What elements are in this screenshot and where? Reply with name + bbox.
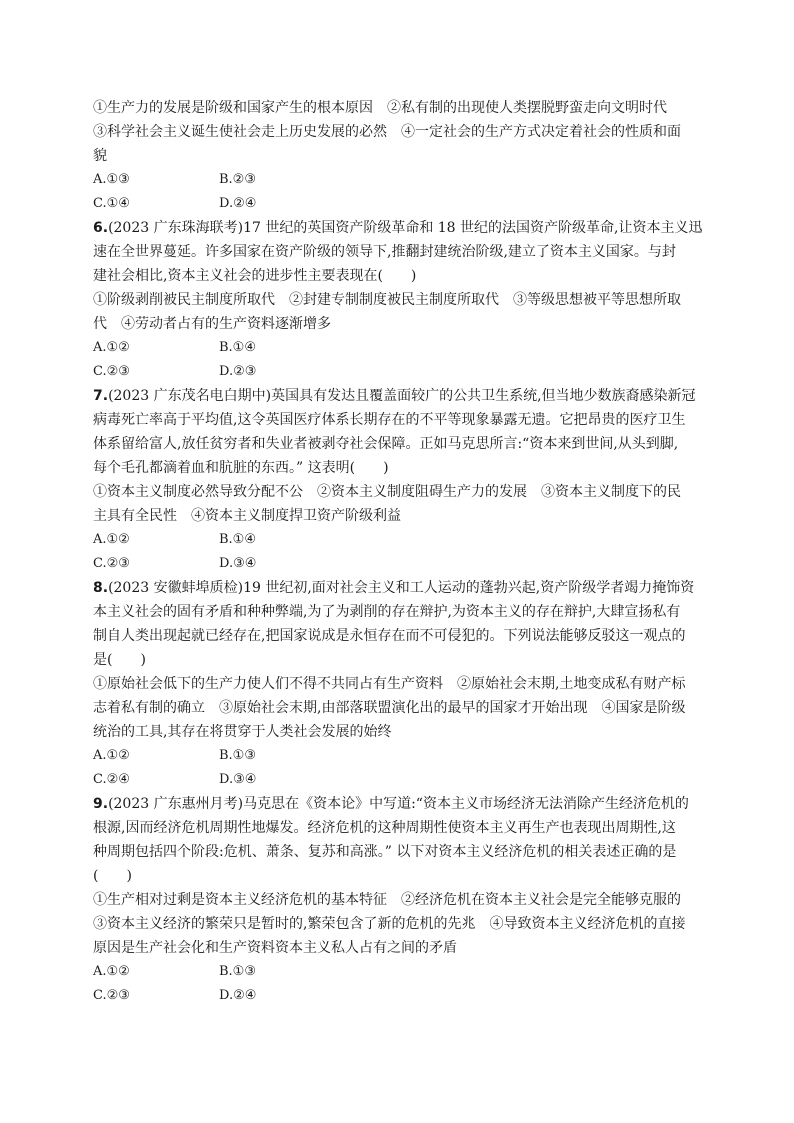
question-stem-line: 6.(2023 广东珠海联考)17 世纪的英国资产阶级革命和 18 世纪的法国资产阶级革命,让资本主义迅	[93, 220, 703, 236]
question-number: 9.	[93, 796, 109, 812]
option-a: A.①②	[93, 340, 130, 355]
question-stem-line: 体系留给富人,放任贫穷者和失业者被剥夺社会保障。正如马克思所言:“资本来到世间,从头到脚,	[93, 436, 679, 452]
statement-line: 统治的工具,其存在将贯穿于人类社会发展的始终	[93, 724, 392, 740]
option-d: D.②④	[219, 196, 257, 211]
option-d: D.③④	[219, 556, 257, 571]
option-a: A.①②	[93, 748, 130, 763]
question-stem-line: 每个毛孔都滴着血和肮脏的东西。” 这表明( )	[93, 460, 389, 476]
question-6	[93, 216, 703, 384]
statement-line: ③资本主义经济的繁荣只是暂时的,繁荣包含了新的危机的先兆 ④导致资本主义经济危机的直接	[93, 916, 686, 932]
question-stem-line: ( )	[93, 868, 132, 884]
option-c: C.②④	[93, 772, 130, 787]
option-b: B.①③	[219, 748, 256, 763]
option-b: B.②③	[219, 172, 256, 187]
statement-line: ①资本主义制度必然导致分配不公 ②资本主义制度阻碍生产力的发展 ③资本主义制度下的民	[93, 484, 681, 500]
statement-line: ③科学社会主义诞生使社会走上历史发展的必然 ④一定社会的生产方式决定着社会的性质和面	[93, 124, 681, 140]
question-stem-line: 是( )	[93, 652, 146, 668]
answer-options	[93, 168, 703, 216]
statement-line: ①生产相对过剩是资本主义经济危机的基本特征 ②经济危机在资本主义社会是完全能够克服的	[93, 892, 681, 908]
question-stem-line: 9.(2023 广东惠州月考)马克思在《资本论》中写道:“资本主义市场经济无法消除产生经济危机的	[93, 796, 689, 812]
document-content	[93, 96, 703, 1008]
statement-line: 代 ④劳动者占有的生产资料逐渐增多	[93, 316, 331, 332]
question-number: 8.	[93, 580, 109, 596]
question-stem-line: 速在全世界蔓延。许多国家在资产阶级的领导下,推翻封建统治阶级,建立了资本主义国家。与封	[93, 244, 676, 260]
answer-options	[93, 528, 703, 576]
question-5-tail	[93, 96, 703, 216]
statement-line: ①生产力的发展是阶级和国家产生的根本原因 ②私有制的出现使人类摆脱野蛮走向文明时代	[93, 100, 667, 116]
option-a: A.①③	[93, 172, 130, 187]
question-9	[93, 792, 703, 1008]
option-b: B.①④	[219, 340, 256, 355]
answer-options	[93, 960, 703, 1008]
statement-line: 原因是生产社会化和生产资料资本主义私人占有之间的矛盾	[93, 940, 457, 956]
question-stem-line: 8.(2023 安徽蚌埠质检)19 世纪初,面对社会主义和工人运动的蓬勃兴起,资产阶级学者竭力掩饰资	[93, 580, 695, 596]
question-number: 7.	[93, 388, 109, 404]
question-7	[93, 384, 703, 576]
option-d: D.②③	[219, 364, 257, 379]
question-stem-line: 种周期包括四个阶段:危机、萧条、复苏和高涨。” 以下对资本主义经济危机的相关表述正确的是	[93, 844, 677, 860]
option-d: D.③④	[219, 772, 257, 787]
option-c: C.②③	[93, 364, 130, 379]
option-c: C.②③	[93, 988, 130, 1003]
question-stem-line: 根源,因而经济危机周期性地爆发。经济危机的这种周期性使资本主义再生产也表现出周期性,这	[93, 820, 676, 836]
statement-line: ①原始社会低下的生产力使人们不得不共同占有生产资料 ②原始社会末期,土地变成私有财产标	[93, 676, 686, 692]
statement-line: 貌	[93, 148, 107, 164]
answer-options	[93, 744, 703, 792]
option-c: C.①④	[93, 196, 130, 211]
option-d: D.②④	[219, 988, 257, 1003]
question-8	[93, 576, 703, 792]
option-a: A.①②	[93, 964, 130, 979]
answer-options	[93, 336, 703, 384]
question-stem-line: 病毒死亡率高于平均值,这令英国医疗体系长期存在的不平等现象暴露无遗。它把昂贵的医疗卫生	[93, 412, 686, 428]
statement-line: 主具有全民性 ④资本主义制度捍卫资产阶级利益	[93, 508, 401, 524]
option-c: C.②③	[93, 556, 130, 571]
question-stem-line: 建社会相比,资本主义社会的进步性主要表现在( )	[93, 268, 417, 284]
question-stem-line: 本主义社会的固有矛盾和种种弊端,为了为剥削的存在辩护,为资本主义的存在辩护,大肆宣扬私有	[93, 604, 681, 620]
question-number: 6.	[93, 220, 109, 236]
option-b: B.①③	[219, 964, 256, 979]
option-b: B.①④	[219, 532, 256, 547]
statement-line: 志着私有制的确立 ③原始社会末期,由部落联盟演化出的最早的国家才开始出现 ④国家是阶级	[93, 700, 686, 716]
question-stem-line: 7.(2023 广东茂名电白期中)英国具有发达且覆盖面较广的公共卫生系统,但当地少数族裔感染新冠	[93, 388, 696, 404]
option-a: A.①②	[93, 532, 130, 547]
statement-line: ①阶级剥削被民主制度所取代 ②封建专制制度被民主制度所取代 ③等级思想被平等思想所取	[93, 292, 681, 308]
question-stem-line: 制自人类出现起就已经存在,把国家说成是永恒存在而不可侵犯的。下列说法能够反驳这一观点的	[93, 628, 686, 644]
